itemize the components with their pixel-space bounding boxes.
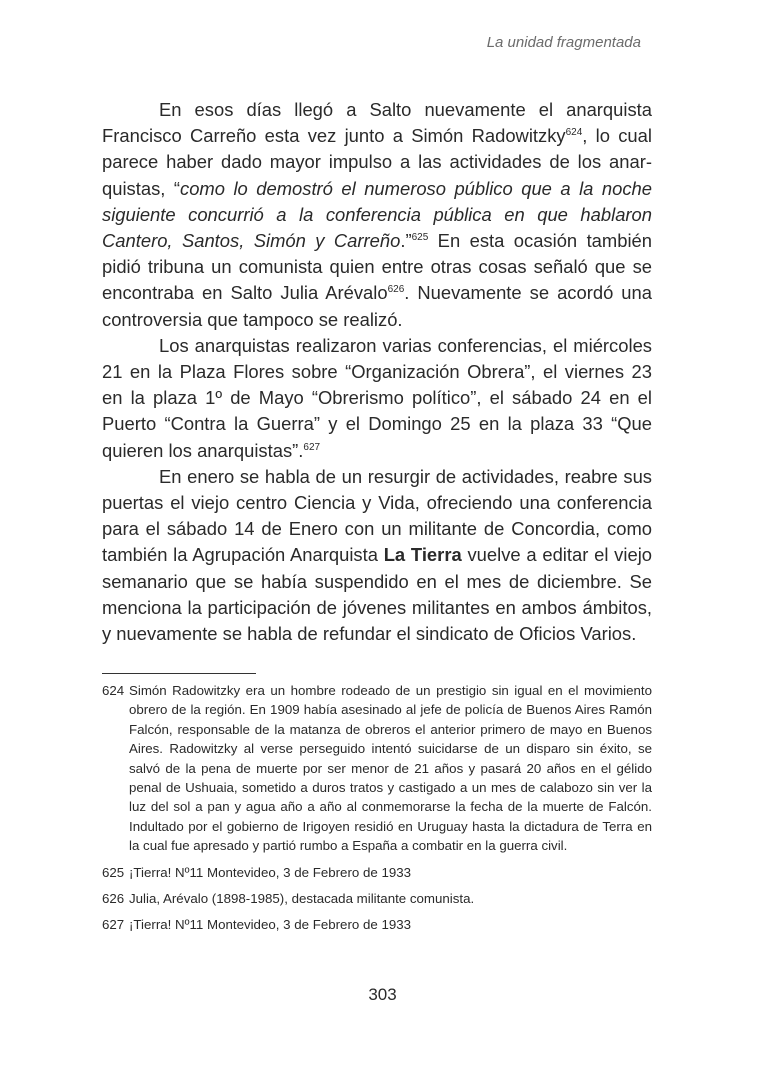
footnote-625: [102, 863, 652, 882]
running-title: La unidad fragmentada: [486, 34, 641, 51]
footnote-text: Simón Radowitzky era un hombre rodeado de un prestigio sin igual en el movimiento obrero de la región. En 1909 había asesinado al jefe de policía de Buenos Aires Ramón Falcón, responsable de la matanza de obreros el anterior primero de mayo en Buenos Aires. Radowitzky al verse perseguido intentó suicidarse de un disparo sin éxito, se salvó de la pena de muerte por ser menor de 21 años y pasará 20 años en el gélido penal de Ushuaia, sometido a duros tratos y castigado a un mes de calabozo sin ver la luz del sol a pan y agua año a año al conmemorarse la fecha de la muerte de Falcón. Indultado por el gobierno de Irigoyen residió en Uruguay hasta la dictadura de Terra en la cual fue apresado y partió rumbo a España a combatir en la guerra civil.: [129, 683, 652, 854]
publication-name: La Tierra: [383, 544, 462, 566]
page-number: 303: [368, 985, 397, 1004]
footnote-ref-627: 627: [303, 441, 321, 453]
footnote-text: Julia, Arévalo (1898-1985), destacada militante comunista.: [129, 891, 475, 907]
paragraph-1: En esos días llegó a Salto nuevamente el anarquista Francisco Carreño esta vez junto a Simón Radowitzky$^{624}$, lo cual parece haber dado mayor impulso a las actividades de los anarquistas, “como lo demostró el numeroso público que a la noche siguiente concurrió a la conferencia pública en que hablaron Cantero, Santos, Simón y Carreño.”$^{625}$ En esta ocasión también pidió tribuna un comunista quien entre otras cosas señaló que se encontraba en Salto Julia Arévalo$^{626}$. Nuevamente se acordó una controversia que tampoco se realizó.: [102, 99, 653, 330]
footnote-number: 625: [102, 864, 125, 880]
footnote-divider: [102, 673, 256, 674]
footnote-text: ¡Tierra! Nº11 Montevideo, 3 de Febrero de 1933: [129, 864, 412, 880]
footnote-ref-625: 625: [411, 232, 429, 244]
body-text: [102, 97, 652, 647]
footnote-ref-626: 626: [387, 284, 405, 296]
paragraph-3: En enero se habla de un resurgir de actividades, reabre sus puertas el viejo centro Ciencia y Vida, ofreciendo una conferencia para el sábado 14 de Enero con un militante de Concordia, como también la Agrupación Anarquista La Tierra vuelve a editar el viejo semanario que se había suspendido en el mes de diciembre. Se menciona la participación de jóvenes militantes en ambos ámbitos, y nuevamente se habla de refundar el sindicato de Oficios Varios.: [102, 465, 653, 645]
footnote-number: 627: [102, 917, 125, 933]
footnote-626: [102, 889, 652, 908]
footnote-text: ¡Tierra! Nº11 Montevideo, 3 de Febrero de 1933: [129, 917, 412, 933]
footnotes: [102, 681, 652, 942]
footnote-627: [102, 915, 652, 934]
footnote-number: 626: [102, 891, 125, 907]
footnote-624: [102, 681, 652, 856]
quote: como lo demostró el numeroso público que a la noche siguiente concurrió a la conferencia pública en que hablaron Cantero, Santos, Simón y Carreño: [102, 177, 652, 252]
footnote-number: 624: [102, 683, 125, 698]
footnote-ref-624: 624: [565, 127, 583, 139]
paragraph-2: Los anarquistas realizaron varias conferencias, el miércoles 21 en la Plaza Flores sobre “Organización Obrera”, el viernes 23 en la plaza 1º de Mayo “Obrerismo político”, el sábado 24 en el Puerto “Contra la Guerra” y el Domingo 25 en la plaza 33 “Que quieren los anarquistas”.$^{627}$: [102, 334, 652, 461]
